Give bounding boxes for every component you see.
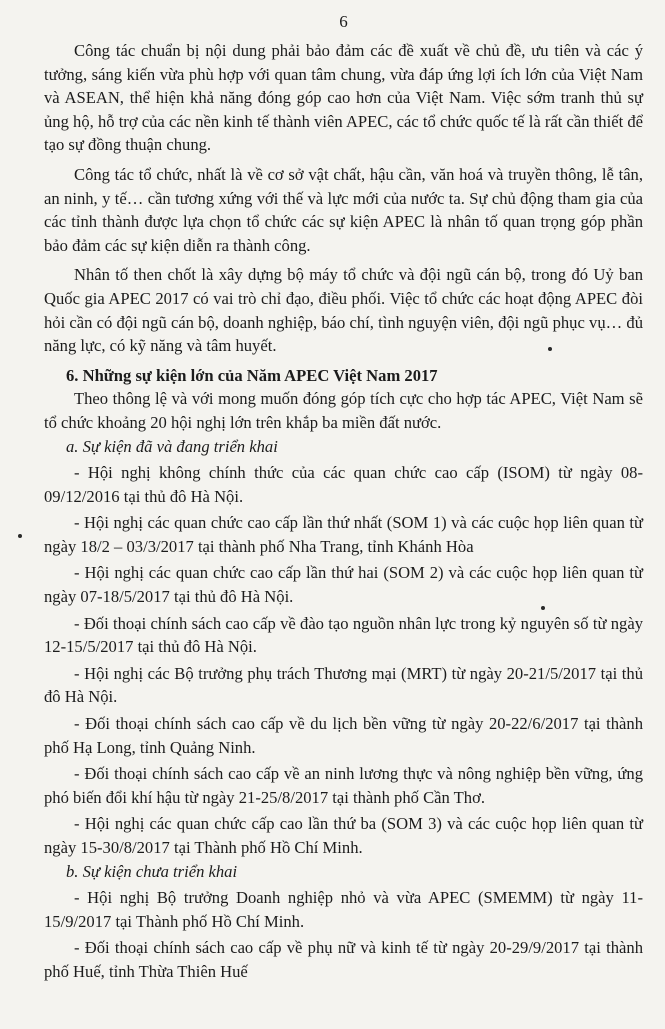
subsection-b-title: b. Sự kiện chưa triển khai [66, 861, 238, 881]
event-item: - Đối thoại chính sách cao cấp về đào tạo nguồn nhân lực trong kỷ nguyên số từ ngày 12-15/5/2017 tại thủ đô Hà Nội. [44, 613, 643, 657]
event-item: - Hội nghị các quan chức cấp cao lần thứ ba (SOM 3) và các cuộc họp liên quan từ ngày 15-30/8/2017 tại Thành phố Hồ Chí Minh. [44, 814, 643, 857]
event-item: - Hội nghị không chính thức của các quan chức cao cấp (ISOM) từ ngày 08-09/12/2016 tại thủ đô Hà Nội. [44, 463, 643, 506]
subsection-a-title: a. Sự kiện đã và đang triển khai [66, 436, 278, 456]
page-number: 6 [339, 12, 348, 31]
section-6-intro: Theo thông lệ và với mong muốn đóng góp tích cực cho hợp tác APEC, Việt Nam sẽ tổ chức khoảng 20 hội nghị lớn trên khắp ba miền đất nước. [44, 389, 643, 432]
event-item: - Đối thoại chính sách cao cấp về an ninh lương thực và nông nghiệp bền vững, ứng phó biến đổi khí hậu từ ngày 21-25/8/2017 tại thành phố Cần Thơ. [44, 764, 643, 807]
event-item: - Hội nghị các quan chức cao cấp lần thứ nhất (SOM 1) và các cuộc họp liên quan từ ngày 18/2 – 03/3/2017 tại thành phố Nha Trang, tỉnh Khánh Hòa [44, 513, 643, 556]
scan-speck [18, 534, 22, 538]
scan-speck [541, 606, 545, 610]
event-item: - Đối thoại chính sách cao cấp về phụ nữ và kinh tế từ ngày 20-29/9/2017 tại thành phố Huế, tỉnh Thừa Thiên Huế [44, 938, 643, 981]
paragraph-key-factor: Nhân tố then chốt là xây dựng bộ máy tổ chức và đội ngũ cán bộ, trong đó Uỷ ban Quốc gia APEC 2017 có vai trò chỉ đạo, điều phối. Việc tổ chức các hoạt động APEC đòi hỏi cần có đội ngũ cán bộ, doanh nghiệp, báo chí, tình nguyện viên, đội ngũ phục vụ… đủ năng lực, có kỹ năng và tâm huyết. [44, 265, 643, 356]
event-item: - Hội nghị các quan chức cao cấp lần thứ hai (SOM 2) và các cuộc họp liên quan từ ngày 07-18/5/2017 tại thủ đô Hà Nội. [44, 563, 643, 607]
scan-speck [548, 347, 552, 351]
event-item: - Hội nghị các Bộ trưởng phụ trách Thương mại (MRT) từ ngày 20-21/5/2017 tại thủ đô Hà Nội. [44, 663, 643, 707]
event-item: - Đối thoại chính sách cao cấp về du lịch bền vững từ ngày 20-22/6/2017 tại thành phố Hạ Long, tỉnh Quảng Ninh. [44, 714, 643, 757]
paragraph-content-preparation: Công tác chuẩn bị nội dung phải bảo đảm các đề xuất về chủ đề, ưu tiên và các ý tưởng, sáng kiến vừa phù hợp với quan tâm chung, vừa đáp ứng lợi ích lớn của Việt Nam và ASEAN, thể hiện khả năng đóng góp cao hơn của Việt Nam. Việc sớm tranh thủ sự ủng hộ, hỗ trợ của các nền kinh tế thành viên APEC, các tổ chức quốc tế là rất cần thiết để tạo sự đồng thuận chung. [44, 41, 643, 155]
event-item: - Hội nghị Bộ trưởng Doanh nghiệp nhỏ và vừa APEC (SMEMM) từ ngày 11-15/9/2017 tại Thành phố Hồ Chí Minh. [44, 888, 643, 931]
section-6-heading: 6. Những sự kiện lớn của Năm APEC Việt Nam 2017 [66, 365, 438, 385]
paragraph-organization: Công tác tổ chức, nhất là về cơ sở vật chất, hậu cần, văn hoá và truyền thông, lễ tân, an ninh, y tế… cần tương xứng với thế và lực mới của nước ta. Sự chủ động tham gia của các tỉnh thành được lựa chọn tổ chức các sự kiện APEC là nhân tố quan trọng góp phần bảo đảm các sự kiện diễn ra thành công. [44, 164, 643, 255]
